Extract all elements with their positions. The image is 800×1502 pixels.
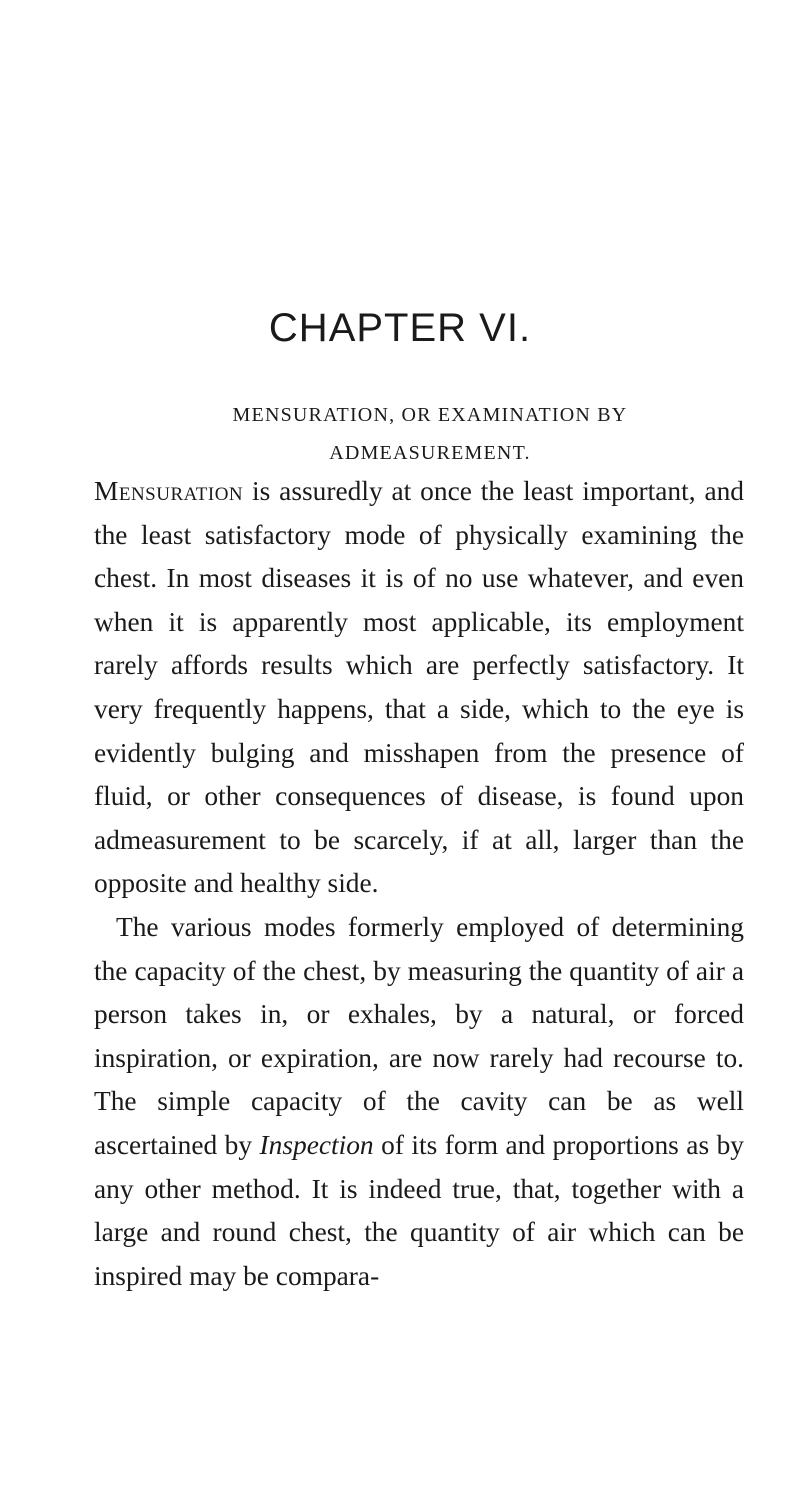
paragraph-2-text-after: of its form and proportions as by any other method. It is indeed true, that, together with a large and round chest, the quantity of air which can be inspired may be compara- [94, 1129, 744, 1291]
paragraph-2-italic: Inspection [259, 1129, 374, 1160]
chapter-title: CHAPTER VI. [268, 306, 532, 350]
paragraph-2-text-before: The various modes formerly employed of determining the capacity of the chest, by measuring the quantity of air a person takes in, or exhales, by a natural, or forced inspiration, or expiration, are now rarely had recourse to. The simple capacity of the cavity can be as well ascertained by [94, 911, 744, 1160]
paragraph-1 [94, 470, 744, 906]
subtitle-line-1: MENSURATION, OR EXAMINATION BY [232, 404, 628, 426]
chapter-subtitle [150, 396, 710, 472]
body-text [94, 470, 744, 1298]
paragraph-1-text: is assuredly at once the least important, and the least satisfactory mode of physically examining the chest. In most diseases it is of no use whatever, and even when it is apparently most applicable, its employment rarely affords results which are perfectly satisfactory. It very frequently happens, that a side, which to the eye is evidently bulging and misshapen from the presence of fluid, or other consequences of disease, is found upon admeasurement to be scarcely, if at all, larger than the opposite and healthy side. [94, 476, 744, 899]
lead-word: Mensuration [94, 476, 244, 506]
subtitle-line-2: ADMEASUREMENT. [329, 442, 531, 464]
paragraph-2 [94, 906, 744, 1298]
